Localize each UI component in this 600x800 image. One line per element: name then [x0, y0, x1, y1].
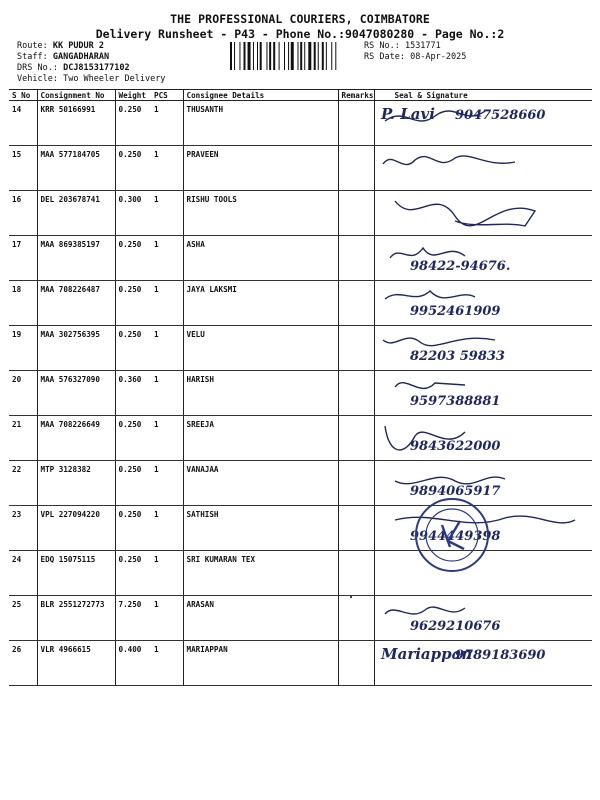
cell-signature	[374, 191, 592, 236]
cell-consignment: MAA 302756395	[37, 326, 115, 371]
vehicle-label: Vehicle:	[17, 74, 58, 84]
route-label: Route:	[17, 41, 48, 51]
table-row	[9, 551, 592, 596]
cell-sno: 23	[9, 506, 37, 551]
cell-consignee: SREEJA	[183, 416, 338, 461]
cell-consignment: BLR 2551272773	[37, 596, 115, 641]
signature-name: Mariappan	[380, 645, 472, 663]
cell-signature	[374, 101, 592, 146]
cell-consignment: VLR 4966615	[37, 641, 115, 686]
cell-pcs: 1	[151, 461, 183, 506]
cell-sno: 14	[9, 101, 37, 146]
handwritten-signature	[375, 236, 593, 277]
handwritten-phone-number: 9629210676	[409, 619, 500, 634]
handwritten-signature	[375, 326, 593, 367]
cell-weight: 0.250	[115, 551, 151, 596]
cell-sno: 26	[9, 641, 37, 686]
cell-consignment: EDQ 15075115	[37, 551, 115, 596]
cell-consignee: HARISH	[183, 371, 338, 416]
cell-consignment: KRR 50166991	[37, 101, 115, 146]
vehicle-value: Two Wheeler Delivery	[63, 74, 166, 84]
signature-name: P. Lavi	[380, 105, 435, 123]
runsheet-subtitle: Delivery Runsheet - P43 - Phone No.:9047080280 - Page No.:2	[95, 27, 505, 41]
cell-pcs: 1	[151, 506, 183, 551]
cell-consignee: VELU	[183, 326, 338, 371]
cell-consignment: MAA 708226649	[37, 416, 115, 461]
cell-remarks	[338, 281, 374, 326]
rs-date-value: 08-Apr-2025	[410, 52, 467, 62]
cell-pcs: 1	[151, 146, 183, 191]
drs-value: DCJ8153177102	[63, 63, 130, 73]
cell-remarks	[338, 416, 374, 461]
table-row	[9, 191, 592, 236]
cell-remarks	[338, 326, 374, 371]
rs-no-line	[364, 41, 466, 52]
cell-sno: 22	[9, 461, 37, 506]
remark-mark	[350, 596, 352, 598]
cell-weight: 0.360	[115, 371, 151, 416]
cell-pcs: 1	[151, 371, 183, 416]
cell-remarks	[338, 551, 374, 596]
cell-pcs: 1	[151, 551, 183, 596]
vehicle-line	[17, 74, 165, 85]
cell-consignment: MAA 708226487	[37, 281, 115, 326]
cell-weight: 0.250	[115, 281, 151, 326]
cell-pcs: 1	[151, 101, 183, 146]
cell-remarks	[338, 101, 374, 146]
rs-no-label: RS No.:	[364, 41, 400, 51]
cell-remarks	[338, 506, 374, 551]
cell-sno: 18	[9, 281, 37, 326]
cell-consignee: SATHISH	[183, 506, 338, 551]
handwritten-signature	[375, 146, 593, 187]
cell-remarks	[338, 146, 374, 191]
cell-remarks	[338, 596, 374, 641]
table-row	[9, 506, 592, 551]
cell-pcs: 1	[151, 641, 183, 686]
company-seal-stamp	[412, 495, 492, 575]
cell-signature	[374, 236, 592, 281]
handwritten-phone-number: 82203 59833	[409, 349, 505, 364]
cell-weight: 0.250	[115, 416, 151, 461]
handwritten-signature	[375, 416, 593, 457]
cell-remarks	[338, 236, 374, 281]
handwritten-phone-number: 9944449398	[409, 529, 500, 544]
drs-line	[17, 63, 165, 74]
barcode-image	[230, 42, 358, 70]
handwritten-phone-number: 9894065917	[409, 484, 500, 499]
handwritten-phone-number: 98422-94676.	[409, 259, 510, 274]
rs-date-label: RS Date:	[364, 52, 405, 62]
col-consignment: Consignment No	[37, 90, 115, 101]
route-line	[17, 41, 165, 52]
signature-stroke	[383, 156, 515, 165]
cell-consignee: JAYA LAKSMI	[183, 281, 338, 326]
col-seal-signature: Seal & Signature	[374, 90, 592, 101]
cell-weight: 0.250	[115, 101, 151, 146]
route-info	[17, 41, 165, 85]
handwritten-signature	[375, 371, 593, 412]
handwritten-phone-number: 9952461909	[409, 304, 500, 319]
cell-consignee: RISHU TOOLS	[183, 191, 338, 236]
table-row	[9, 146, 592, 191]
cell-weight: 7.250	[115, 596, 151, 641]
rs-no-value: 1531771	[404, 41, 441, 51]
cell-signature	[374, 596, 592, 641]
signature-stroke	[395, 477, 505, 484]
cell-weight: 0.250	[115, 461, 151, 506]
signature-stroke	[395, 383, 465, 389]
cell-sno: 19	[9, 326, 37, 371]
cell-remarks	[338, 461, 374, 506]
cell-weight: 0.400	[115, 641, 151, 686]
handwritten-signature	[375, 281, 593, 322]
cell-signature	[374, 416, 592, 461]
cell-consignment: VPL 227094220	[37, 506, 115, 551]
cell-pcs: 1	[151, 326, 183, 371]
cell-sno: 25	[9, 596, 37, 641]
signature-stroke	[385, 607, 465, 614]
rs-date-line	[364, 52, 466, 63]
handwritten-signature	[375, 641, 593, 682]
cell-sno: 17	[9, 236, 37, 281]
cell-remarks	[338, 191, 374, 236]
handwritten-phone-number: 9597388881	[409, 394, 500, 409]
cell-pcs: 1	[151, 236, 183, 281]
handwritten-signature	[375, 101, 593, 142]
cell-signature	[374, 641, 592, 686]
signature-stroke	[383, 338, 495, 346]
cell-consignment: MAA 576327090	[37, 371, 115, 416]
cell-signature	[374, 326, 592, 371]
cell-remarks	[338, 371, 374, 416]
col-consignee: Consignee Details	[183, 90, 338, 101]
cell-pcs: 1	[151, 416, 183, 461]
handwritten-signature	[375, 596, 593, 637]
cell-consignment: DEL 203678741	[37, 191, 115, 236]
table-row	[9, 281, 592, 326]
handwritten-phone-number: 9789183690	[454, 648, 545, 663]
table-row	[9, 101, 592, 146]
cell-weight: 0.250	[115, 326, 151, 371]
cell-weight: 0.250	[115, 506, 151, 551]
cell-consignee: MARIAPPAN	[183, 641, 338, 686]
col-remarks: Remarks	[338, 90, 374, 101]
cell-pcs: 1	[151, 281, 183, 326]
handwritten-phone-number: 9843622000	[409, 439, 500, 454]
table-row	[9, 641, 592, 686]
cell-consignee: VANAJAA	[183, 461, 338, 506]
cell-pcs: 1	[151, 191, 183, 236]
table-row	[9, 371, 592, 416]
cell-sno: 24	[9, 551, 37, 596]
signature-stroke	[385, 291, 475, 299]
table-row	[9, 461, 592, 506]
cell-remarks	[338, 641, 374, 686]
signature-stroke	[395, 201, 535, 226]
cell-signature	[374, 371, 592, 416]
cell-consignment: MAA 869385197	[37, 236, 115, 281]
cell-sno: 20	[9, 371, 37, 416]
cell-weight: 0.250	[115, 146, 151, 191]
route-value: KK PUDUR 2	[52, 41, 105, 51]
cell-consignee: ASHA	[183, 236, 338, 281]
cell-pcs: 1	[151, 596, 183, 641]
table-row	[9, 236, 592, 281]
staff-value: GANGADHARAN	[52, 52, 110, 62]
cell-consignee: THUSANTH	[183, 101, 338, 146]
cell-weight: 0.250	[115, 236, 151, 281]
cell-consignment: MAA 577184705	[37, 146, 115, 191]
table-header-row	[9, 90, 592, 101]
handwritten-phone-number: 9047528660	[454, 108, 545, 123]
staff-line	[17, 52, 165, 63]
cell-signature	[374, 281, 592, 326]
cell-consignee: ARASAN	[183, 596, 338, 641]
drs-label: DRS No.:	[17, 63, 58, 73]
company-title: THE PROFESSIONAL COURIERS, COIMBATORE	[170, 12, 430, 26]
signature-stroke	[390, 248, 465, 258]
col-sno: S No	[9, 90, 37, 101]
cell-sno: 16	[9, 191, 37, 236]
table-row	[9, 326, 592, 371]
delivery-table	[9, 89, 592, 686]
cell-consignment: MTP 3128382	[37, 461, 115, 506]
table-row	[9, 596, 592, 641]
cell-sno: 15	[9, 146, 37, 191]
col-pcs: PCS	[151, 90, 183, 101]
handwritten-signature	[375, 191, 593, 232]
cell-consignee: SRI KUMARAN TEX	[183, 551, 338, 596]
cell-signature	[374, 146, 592, 191]
col-weight: Weight	[115, 90, 151, 101]
rs-info	[364, 41, 466, 63]
cell-sno: 21	[9, 416, 37, 461]
staff-label: Staff:	[17, 52, 48, 62]
table-row	[9, 416, 592, 461]
cell-consignee: PRAVEEN	[183, 146, 338, 191]
cell-weight: 0.300	[115, 191, 151, 236]
